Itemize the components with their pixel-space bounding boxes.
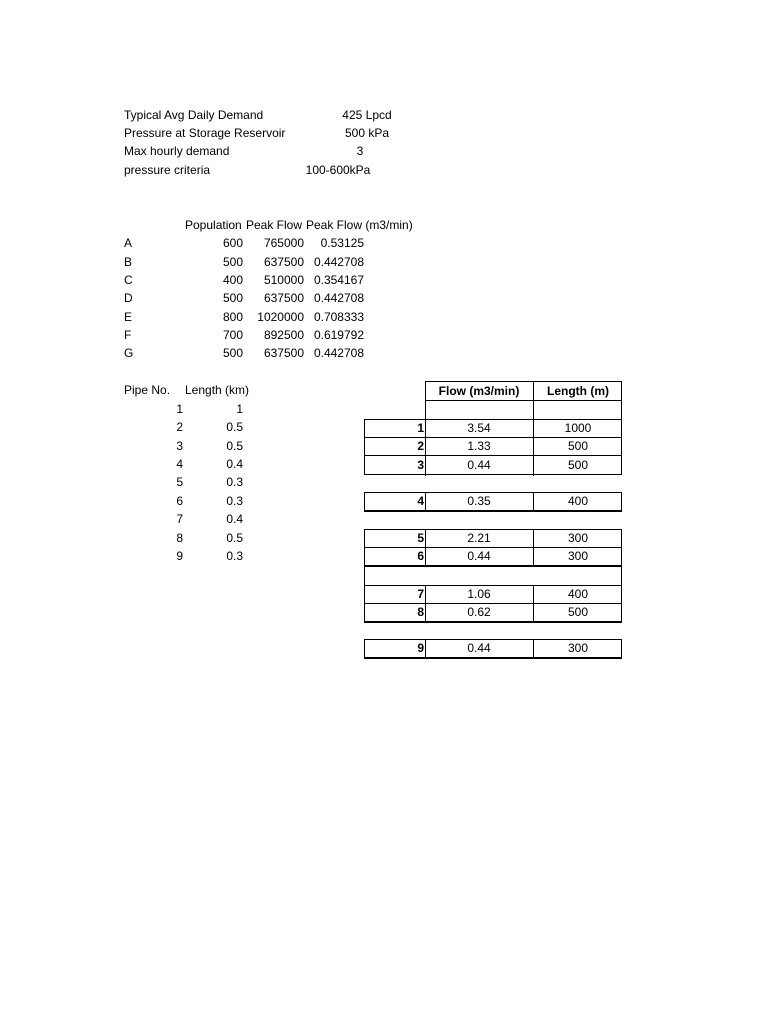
node-label: F: [124, 328, 132, 342]
row-border: [364, 621, 622, 622]
flow-length-cell: 300: [567, 549, 589, 563]
population-cell: 500: [222, 291, 243, 305]
node-label: B: [124, 255, 133, 269]
length-km-cell: 0.5: [226, 531, 243, 545]
flow-pipe-no: 1: [417, 421, 424, 435]
flow-length-cell: 500: [567, 605, 589, 619]
flow-pipe-no: 3: [417, 458, 424, 472]
flow-length-cell: 500: [567, 458, 589, 472]
empty-row-border: [425, 400, 622, 420]
peak-flow-m3-cell: 0.442708: [313, 346, 364, 360]
node-label: E: [124, 310, 133, 324]
row-border: [364, 510, 622, 511]
length-km-cell: 0.3: [226, 549, 243, 563]
peak-flow-cell: 637500: [263, 291, 304, 305]
flow-value-cell: 1.33: [467, 439, 491, 453]
pipe-no-cell: 8: [176, 531, 183, 545]
flow-pipe-no: 8: [417, 605, 424, 619]
flow-length-cell: 1000: [564, 421, 592, 435]
header-peak-flow-m3: Peak Flow (m3/min): [306, 218, 413, 232]
param-value: 3: [356, 144, 364, 158]
length-km-cell: 0.3: [226, 494, 243, 508]
peak-flow-cell: 1020000: [257, 310, 304, 324]
length-km-cell: 0.3: [226, 475, 243, 489]
pipe-no-cell: 1: [176, 402, 183, 416]
flow-pipe-no: 7: [417, 587, 424, 601]
empty-row-border: [364, 566, 622, 586]
length-km-cell: 0.5: [226, 420, 243, 434]
length-km-cell: 0.4: [226, 457, 243, 471]
peak-flow-m3-cell: 0.53125: [320, 236, 364, 250]
flow-length-cell: 500: [567, 439, 589, 453]
flow-pipe-no: 6: [417, 549, 424, 563]
flow-value-cell: 2.21: [467, 531, 491, 545]
population-cell: 600: [222, 236, 243, 250]
header-population: Population: [185, 218, 242, 232]
peak-flow-cell: 765000: [263, 236, 304, 250]
peak-flow-cell: 510000: [263, 273, 304, 287]
pipe-no-cell: 5: [176, 475, 183, 489]
header-pipe-no: Pipe No.: [124, 383, 171, 397]
peak-flow-cell: 637500: [263, 255, 304, 269]
population-cell: 500: [222, 255, 243, 269]
row-border: [364, 657, 622, 658]
population-cell: 700: [222, 328, 243, 342]
param-value: 500 kPa: [344, 126, 390, 140]
node-label: C: [124, 273, 133, 287]
peak-flow-m3-cell: 0.708333: [313, 310, 364, 324]
pipe-no-cell: 2: [176, 420, 183, 434]
length-km-cell: 0.4: [226, 512, 243, 526]
flow-pipe-no: 4: [417, 494, 424, 508]
flow-value-cell: 0.44: [467, 458, 491, 472]
param-value: 100-600kPa: [305, 163, 371, 177]
flow-value-cell: 0.62: [467, 605, 491, 619]
node-label: D: [124, 291, 133, 305]
flow-value-cell: 0.44: [467, 549, 491, 563]
node-label: G: [124, 346, 134, 360]
pipe-no-cell: 4: [176, 457, 183, 471]
flow-pipe-no: 2: [417, 439, 424, 453]
flow-value-cell: 3.54: [467, 421, 491, 435]
population-cell: 500: [222, 346, 243, 360]
flow-length-cell: 300: [567, 641, 589, 655]
peak-flow-cell: 637500: [263, 346, 304, 360]
flow-value-cell: 1.06: [467, 587, 491, 601]
pipe-no-cell: 7: [176, 512, 183, 526]
population-cell: 800: [222, 310, 243, 324]
peak-flow-cell: 892500: [263, 328, 304, 342]
header-length-km: Length (km): [185, 383, 250, 397]
param-label: Pressure at Storage Reservoir: [124, 126, 286, 140]
peak-flow-m3-cell: 0.619792: [313, 328, 364, 342]
flow-length-cell: 400: [567, 587, 589, 601]
header-length-m: Length (m): [547, 384, 609, 398]
param-label: pressure criteria: [124, 163, 211, 177]
param-label: Typical Avg Daily Demand: [124, 108, 264, 122]
header-flow: Flow (m3/min): [438, 384, 520, 398]
population-cell: 400: [222, 273, 243, 287]
peak-flow-m3-cell: 0.354167: [313, 273, 364, 287]
length-km-cell: 0.5: [226, 439, 243, 453]
header-peak-flow: Peak Flow: [246, 218, 303, 232]
row-border: [364, 565, 622, 566]
peak-flow-m3-cell: 0.442708: [313, 255, 364, 269]
flow-pipe-no: 9: [417, 641, 424, 655]
node-label: A: [124, 236, 133, 250]
flow-length-cell: 400: [567, 494, 589, 508]
flow-value-cell: 0.44: [467, 641, 491, 655]
flow-pipe-no: 5: [417, 531, 424, 545]
flow-value-cell: 0.35: [467, 494, 491, 508]
row-border: [364, 474, 622, 475]
peak-flow-m3-cell: 0.442708: [313, 291, 364, 305]
length-km-cell: 1: [236, 402, 243, 416]
flow-length-cell: 300: [567, 531, 589, 545]
param-label: Max hourly demand: [124, 144, 230, 158]
param-value: 425 Lpcd: [342, 108, 392, 122]
cell-divider: [533, 400, 534, 420]
pipe-no-cell: 6: [176, 494, 183, 508]
pipe-no-cell: 9: [176, 549, 183, 563]
pipe-no-cell: 3: [176, 439, 183, 453]
